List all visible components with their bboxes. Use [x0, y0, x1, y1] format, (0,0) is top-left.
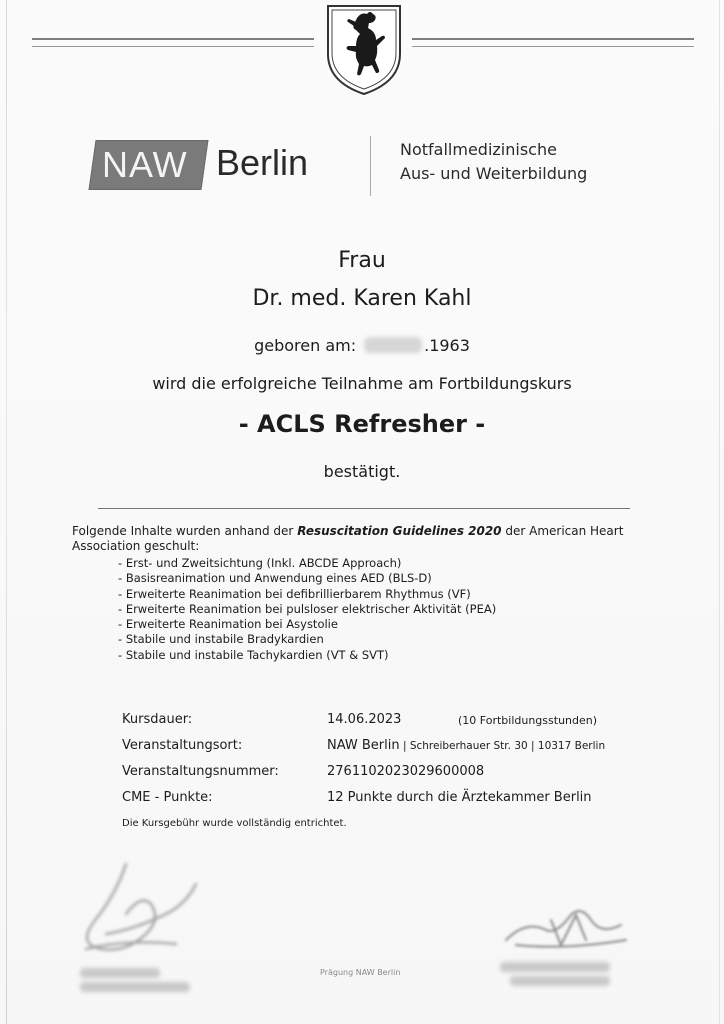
berlin-bear-crest-icon	[324, 4, 404, 96]
contents-intro-before: Folgende Inhalte wurden anhand der	[72, 524, 298, 538]
recipient-salutation: Frau	[338, 248, 386, 273]
paper-edge-right	[719, 0, 720, 1024]
logo-naw-text: NAW	[102, 144, 188, 185]
venue-value: NAW Berlin	[327, 738, 400, 753]
signature-left	[66, 854, 236, 964]
certificate-intro: wird die erfolgreiche Teilnahme am Fortbildungskurs	[152, 374, 572, 393]
tagline-line-2: Aus- und Weiterbildung	[400, 164, 588, 183]
venue-value-wrap	[327, 738, 605, 753]
topic-item: - Stabile und instabile Tachykardien (VT & SVT)	[118, 648, 496, 663]
detail-row-venue	[122, 738, 642, 764]
topics-list	[118, 556, 496, 663]
organization-tagline	[400, 138, 587, 186]
detail-row-duration	[122, 712, 642, 738]
guidelines-name: Resuscitation Guidelines 2020	[297, 524, 502, 538]
footer-stamp-note: Prägung NAW Berlin	[320, 968, 401, 977]
section-divider	[98, 508, 630, 509]
course-details	[122, 712, 642, 816]
header-divider	[370, 136, 371, 196]
recipient-name: Dr. med. Karen Kahl	[252, 286, 472, 311]
topic-item: - Erweiterte Reanimation bei pulsloser elektrischer Aktivität (PEA)	[118, 602, 496, 617]
contents-intro-after: der American Heart Association geschult:	[72, 524, 624, 553]
duration-label: Kursdauer:	[122, 712, 193, 727]
logo-berlin-text: Berlin	[216, 142, 309, 183]
certificate-confirmation: bestätigt.	[323, 462, 401, 481]
cme-label: CME - Punkte:	[122, 790, 213, 805]
topic-item: - Basisreanimation und Anwendung eines AED (BLS-D)	[118, 571, 496, 586]
birth-label: geboren am:	[254, 336, 357, 355]
venue-address: | Schreiberhauer Str. 30 | 10317 Berlin	[399, 740, 606, 752]
fee-note: Die Kursgebühr wurde vollständig entrichtet.	[122, 818, 347, 829]
signature-right-name-blurred	[500, 962, 610, 972]
logo-naw-box	[88, 140, 208, 190]
top-rule-left	[32, 38, 314, 47]
cme-value: 12 Punkte durch die Ärztekammer Berlin	[327, 790, 592, 805]
signature-left-name-blurred	[80, 968, 160, 978]
topic-item: - Stabile und instabile Bradykardien	[118, 632, 496, 647]
event-number-value: 2761102023029600008	[327, 764, 485, 779]
naw-berlin-logo	[92, 134, 322, 194]
signature-right	[496, 900, 646, 960]
duration-value: 14.06.2023	[327, 712, 402, 727]
course-title: - ACLS Refresher -	[238, 410, 486, 438]
recipient-birth	[0, 336, 724, 355]
duration-hours: (10 Fortbildungsstunden)	[458, 714, 598, 727]
topic-item: - Erweiterte Reanimation bei defibrillierbarem Rhythmus (VF)	[118, 587, 496, 602]
birth-year: .1963	[424, 336, 470, 355]
tagline-line-1: Notfallmedizinische	[400, 140, 557, 159]
event-number-label: Veranstaltungsnummer:	[122, 764, 279, 779]
signature-left-title-blurred	[80, 982, 190, 992]
topic-item: - Erweiterte Reanimation bei Asystolie	[118, 617, 496, 632]
birth-date-redacted	[364, 337, 422, 353]
detail-row-event-number	[122, 764, 642, 790]
contents-intro	[72, 524, 662, 554]
top-rule-right	[412, 38, 694, 47]
signature-right-title-blurred	[510, 976, 610, 986]
paper-edge-left	[6, 0, 7, 1024]
venue-label: Veranstaltungsort:	[122, 738, 243, 753]
topic-item: - Erst- und Zweitsichtung (Inkl. ABCDE Approach)	[118, 556, 496, 571]
detail-row-cme	[122, 790, 642, 816]
